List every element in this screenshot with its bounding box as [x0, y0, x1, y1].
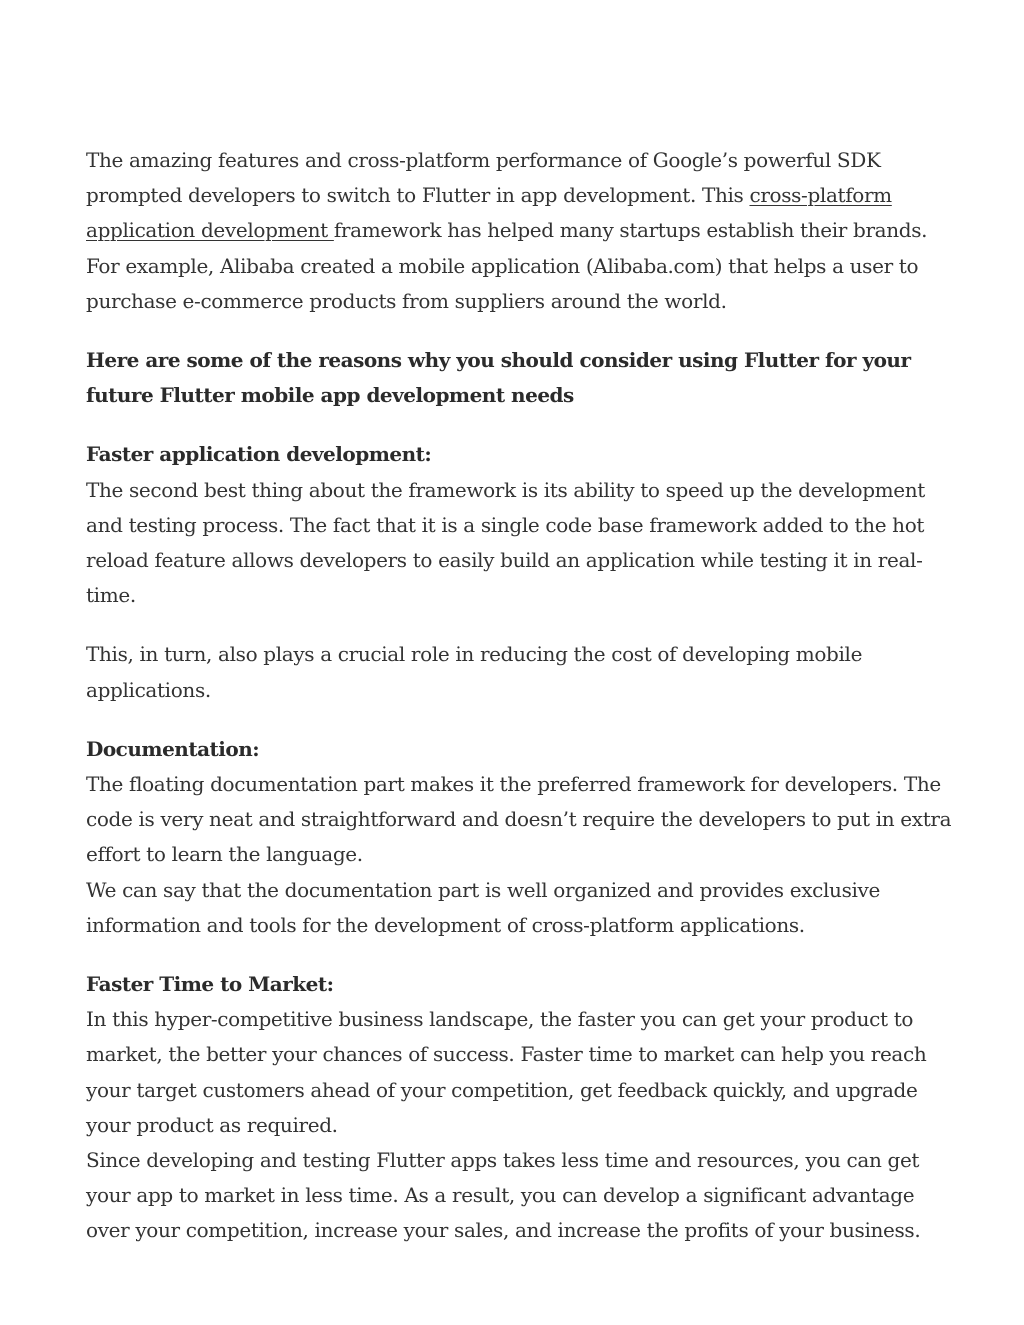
intro-text-after-link: framework has helped many startups establish their brands. For example, Alibaba created a mobile application (Alibaba.com) that helps a user to purchase e-commerce products from suppliers around the world.: [86, 218, 928, 313]
section-paragraph: The second best thing about the framework is its ability to speed up the development and testing process. The fact that it is a single code base framework added to the hot reload feature allows developers to easily build an application while testing it in real-time.: [86, 477, 925, 608]
section-time-to-market: [86, 967, 956, 1249]
section-title-faster-development: Faster application development:: [86, 442, 432, 467]
section-title-time-to-market: Faster Time to Market:: [86, 972, 334, 997]
cross-platform-link[interactable]: cross-platform application development: [86, 183, 892, 243]
intro-paragraph: [86, 143, 956, 319]
section-paragraph: The floating documentation part makes it the preferred framework for developers. The code is very neat and straightforward and doesn’t require the developers to put in extra effort to learn the language.: [86, 772, 952, 867]
reasons-heading: Here are some of the reasons why you should consider using Flutter for your future Flutter mobile app development needs: [86, 348, 911, 408]
document-page: [86, 143, 956, 1273]
section-title-documentation: Documentation:: [86, 736, 260, 761]
section-paragraph: Since developing and testing Flutter apps takes less time and resources, you can get your app to market in less time. As a result, you can develop a significant advantage over your competition, increase your sales, and increase the profits of your business.: [86, 1148, 921, 1243]
section-paragraph: We can say that the documentation part is well organized and provides exclusive information and tools for the development of cross-platform applications.: [86, 877, 880, 937]
section-faster-development: [86, 437, 956, 613]
section-followup-paragraph: This, in turn, also plays a crucial role in reducing the cost of developing mobile applications.: [86, 642, 863, 702]
section-documentation: [86, 732, 956, 943]
section-paragraph: In this hyper-competitive business landscape, the faster you can get your product to market, the better your chances of success. Faster time to market can help you reach your target customers ahead of your competition, get feedback quickly, and upgrade your product as required.: [86, 1007, 927, 1137]
intro-text-before-link: The amazing features and cross-platform performance of Google’s powerful SDK prompted developers to switch to Flutter in app development. This: [86, 148, 881, 208]
